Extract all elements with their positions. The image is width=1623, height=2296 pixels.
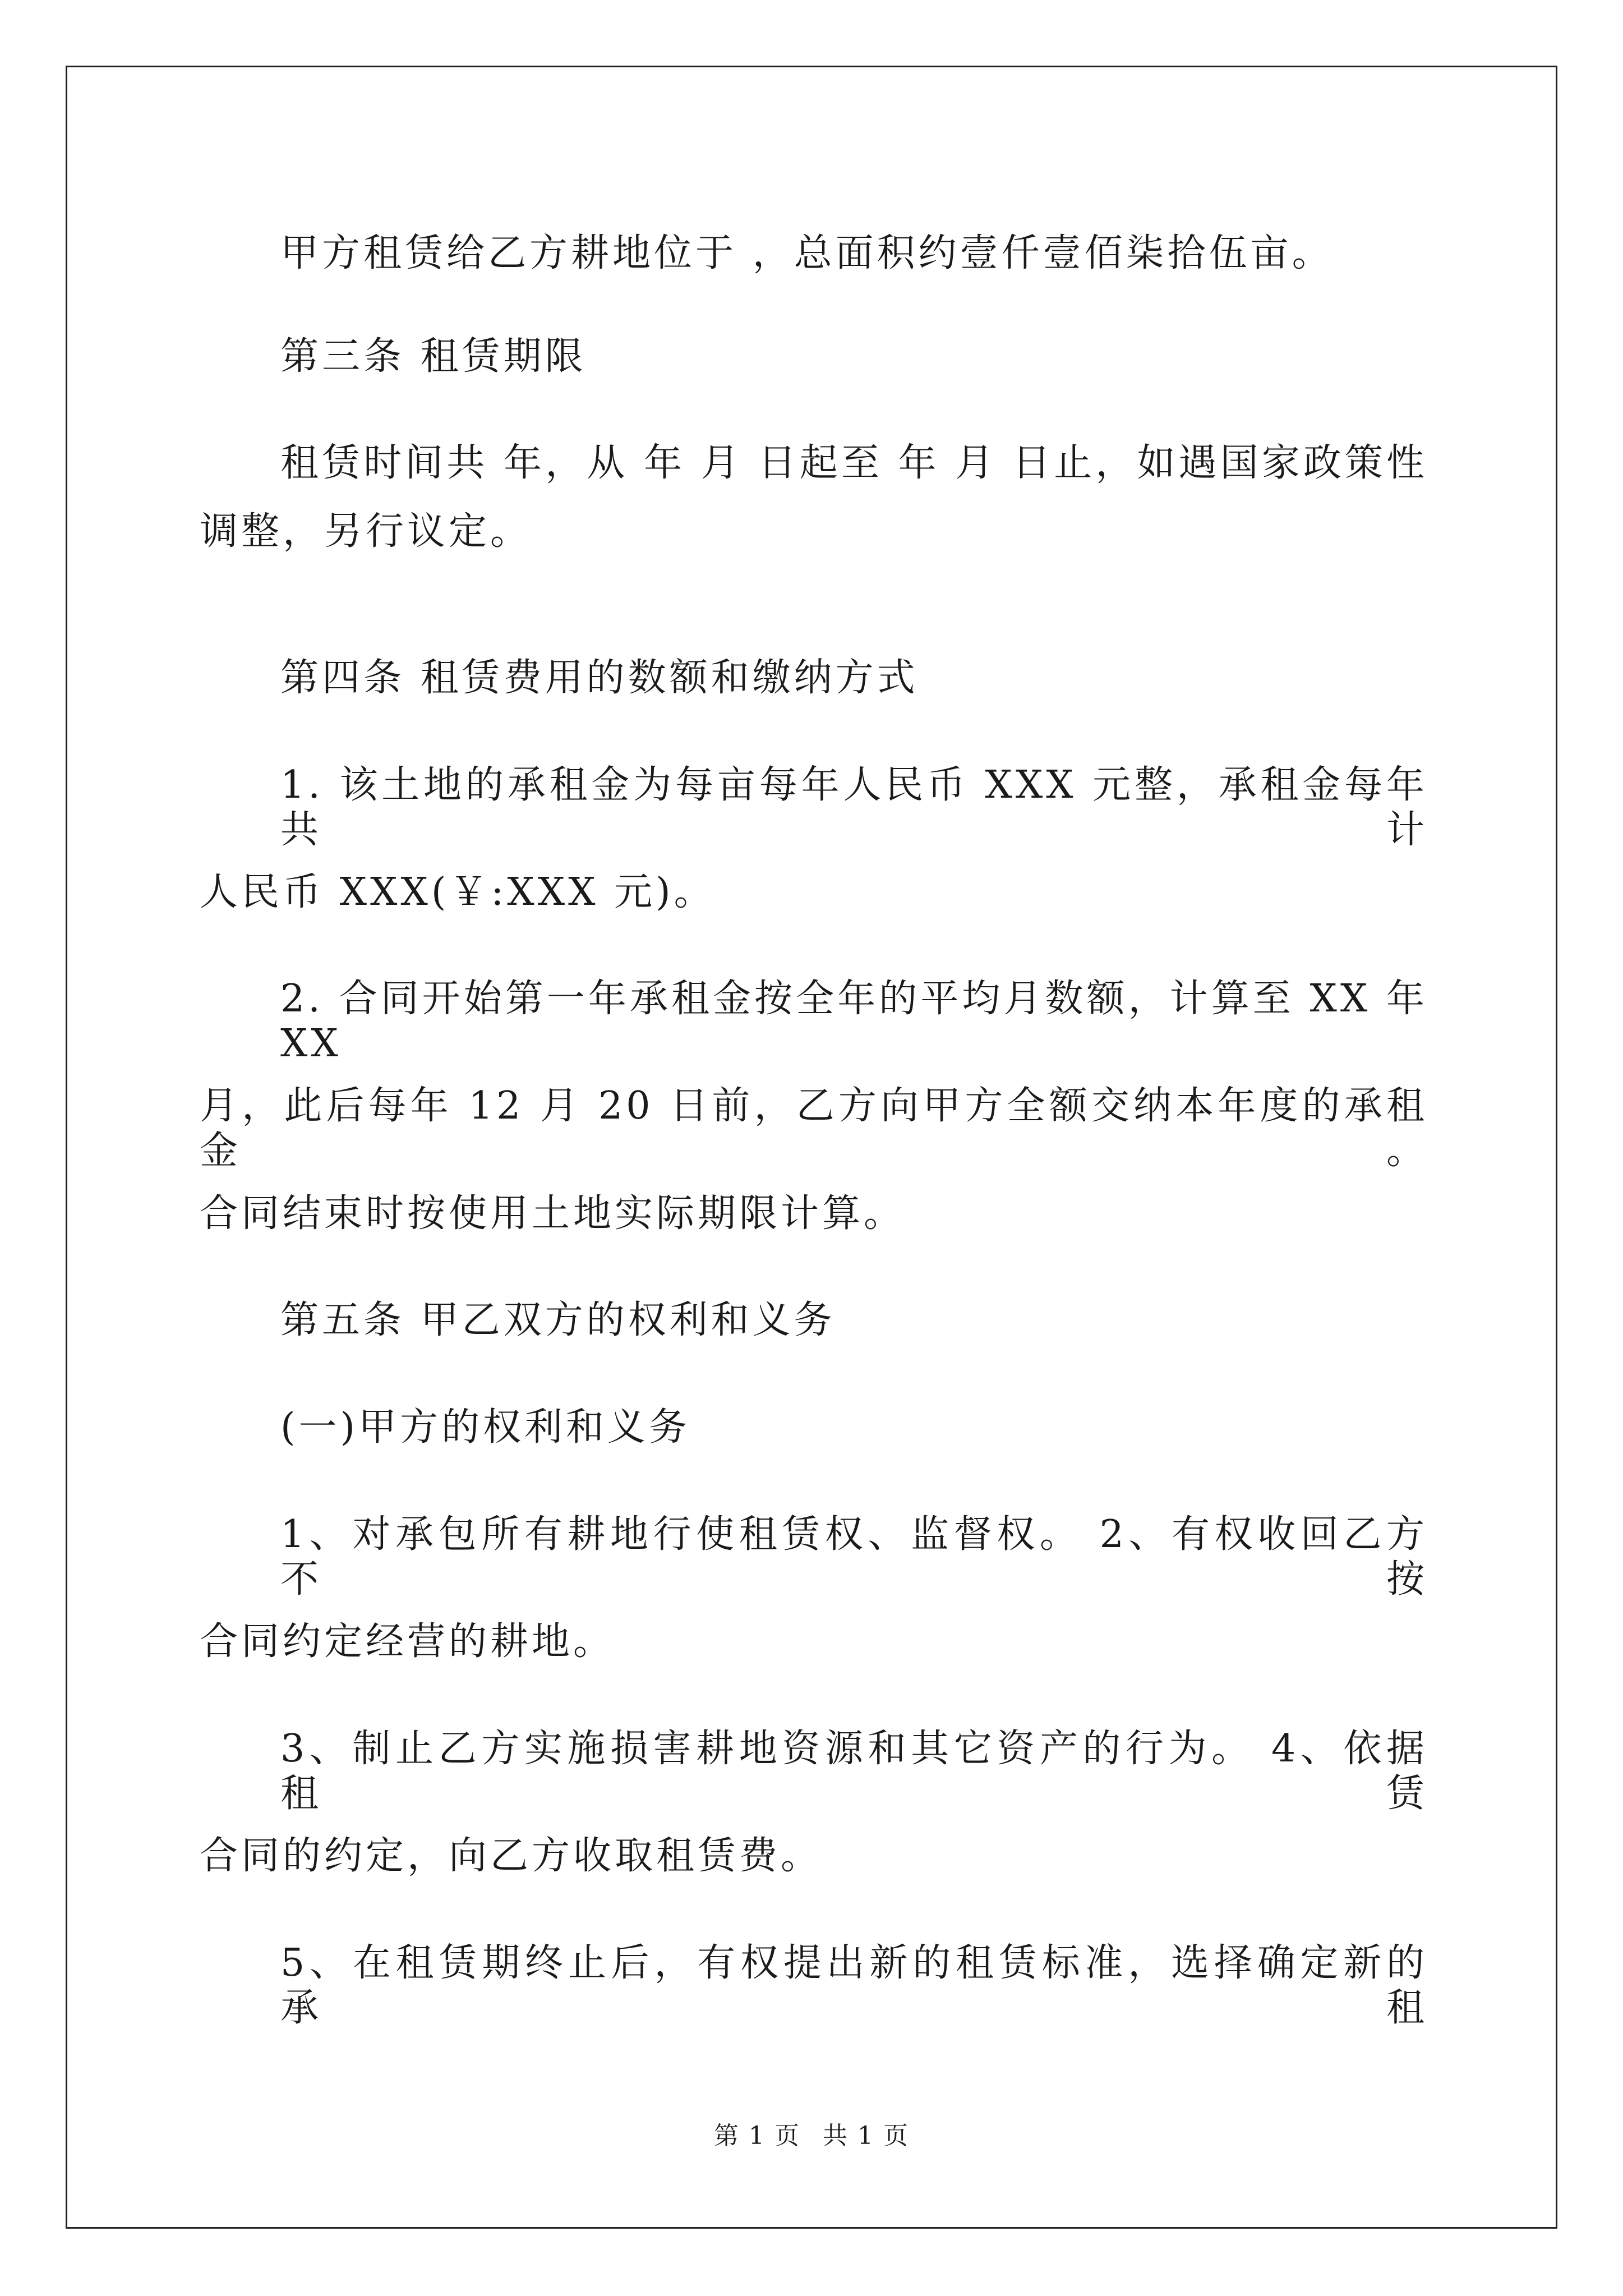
- subsection-heading: (一)甲方的权利和义务: [280, 1405, 691, 1450]
- paragraph-line: 2. 合同开始第一年承租金按全年的平均月数额，计算至 XX 年 XX: [280, 977, 1428, 1066]
- paragraph-line: 合同约定经营的耕地。: [200, 1619, 615, 1664]
- paragraph-line: 调整，另行议定。: [200, 509, 532, 554]
- page-number: 第 1 页: [714, 2122, 800, 2150]
- paragraph-line: 甲方租赁给乙方耕地位于 ，总面积约壹仟壹佰柒拾伍亩。: [280, 231, 1334, 275]
- section-heading: 第四条 租赁费用的数额和缴纳方式: [280, 656, 919, 700]
- page-footer: [0, 2120, 1623, 2152]
- page-total: 共 1 页: [823, 2122, 909, 2150]
- paragraph-line: 租赁时间共 年，从 年 月 日起至 年 月 日止，如遇国家政策性: [280, 441, 1428, 485]
- paragraph-line: 人民币 XXX(￥:XXX 元)。: [200, 870, 716, 914]
- section-heading: 第五条 甲乙双方的权利和义务: [280, 1298, 836, 1342]
- paragraph-line: 5、在租赁期终止后，有权提出新的租赁标准，选择确定新的承租: [280, 1941, 1428, 2030]
- paragraph-line: 1. 该土地的承租金为每亩每年人民币 XXX 元整，承租金每年共计: [280, 763, 1428, 852]
- section-heading: 第三条 租赁期限: [280, 334, 587, 379]
- paragraph-line: 合同结束时按使用土地实际期限计算。: [200, 1191, 906, 1236]
- paragraph-line: 月，此后每年 12 月 20 日前，乙方向甲方全额交纳本年度的承租金。: [200, 1084, 1428, 1173]
- paragraph-line: 1、对承包所有耕地行使租赁权、监督权。 2、有权收回乙方不按: [280, 1512, 1428, 1602]
- paragraph-line: 合同的约定，向乙方收取租赁费。: [200, 1834, 823, 1878]
- paragraph-line: 3、制止乙方实施损害耕地资源和其它资产的行为。 4、依据租赁: [280, 1727, 1428, 1816]
